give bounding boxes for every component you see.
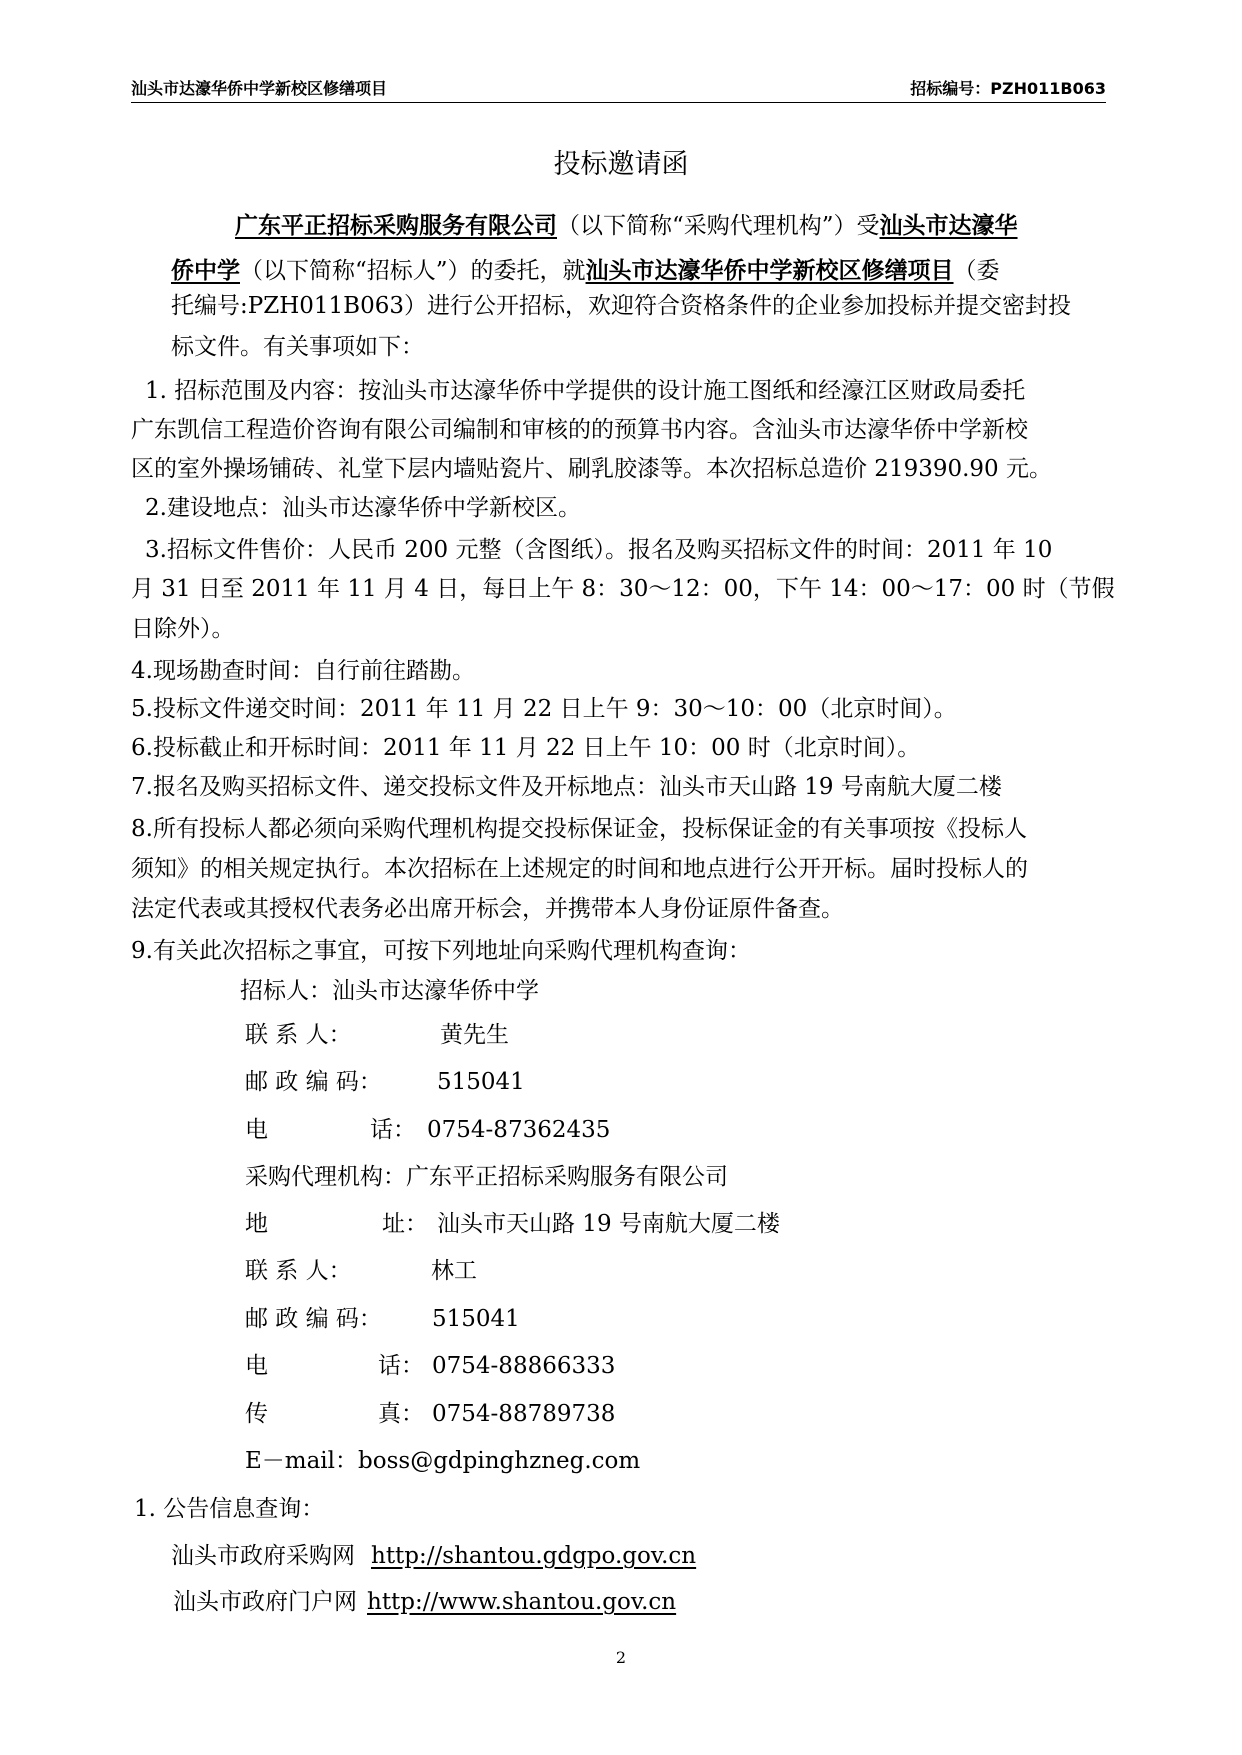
agency-email: E－mail：boss@gdpinghzneg.com bbox=[245, 1448, 641, 1474]
gov-portal-label: 汕头市政府门户网 bbox=[173, 1589, 357, 1615]
agency-address-label-b: 址： bbox=[382, 1211, 428, 1237]
gov-purchase-link[interactable]: http://shantou.gdgpo.gov.cn bbox=[371, 1543, 697, 1569]
tenderer-contact-label: 联 系 人： bbox=[245, 1022, 352, 1048]
item-8-line-3: 法定代表或其授权代表务必出席开标会，并携带本人身份证原件备查。 bbox=[131, 896, 844, 922]
gov-portal-row bbox=[173, 1584, 676, 1620]
item-7: 7.报名及购买招标文件、递交投标文件及开标地点：汕头市天山路 19 号南航大厦二楼 bbox=[131, 774, 1002, 800]
agency-address-value: 汕头市天山路 19 号南航大厦二楼 bbox=[437, 1211, 780, 1237]
item-3-line-2: 月 31 日至 2011 年 11 月 4 日，每日上午 8：30～12：00，下午 14：00～17：00 时（节假 bbox=[131, 576, 1115, 602]
item-8-line-1: 8.所有投标人都必须向采购代理机构提交投标保证金，投标保证金的有关事项按《投标人 bbox=[131, 816, 1027, 842]
tenderer-postcode-label: 邮 政 编 码： bbox=[245, 1069, 382, 1095]
agency-contact-value: 林工 bbox=[431, 1258, 477, 1284]
agency-phone-label-b: 话： bbox=[378, 1353, 424, 1379]
page-title: 投标邀请函 bbox=[553, 149, 689, 180]
agency-postcode-label: 邮 政 编 码： bbox=[245, 1306, 382, 1332]
item-1-line-3: 区的室外操场铺砖、礼堂下层内墙贴瓷片、刷乳胶漆等。本次招标总造价 219390.90 元。 bbox=[131, 456, 1052, 482]
gov-portal-link[interactable]: http://www.shantou.gov.cn bbox=[367, 1589, 677, 1615]
agency-address-label-a: 地 bbox=[245, 1211, 268, 1237]
project-name: 汕头市达濠华侨中学新校区修缮项目 bbox=[585, 257, 954, 284]
item-3-line-3: 日除外）。 bbox=[131, 616, 235, 642]
agency-name: 广东平正招标采购服务有限公司 bbox=[235, 212, 557, 239]
page-number: 2 bbox=[615, 1648, 627, 1667]
agency-phone-label-a: 电 bbox=[245, 1353, 268, 1379]
agency-fax-label-b: 真： bbox=[378, 1401, 424, 1427]
agency-postcode-value: 515041 bbox=[432, 1306, 520, 1332]
item-3-line-1: 3.招标文件售价：人民币 200 元整（含图纸）。报名及购买招标文件的时间：2011 年 10 bbox=[145, 537, 1053, 563]
item-6: 6.投标截止和开标时间：2011 年 11 月 22 日上午 10：00 时（北京时间）。 bbox=[131, 735, 921, 761]
gov-purchase-row bbox=[171, 1538, 696, 1574]
tenderer-phone-label-a: 电 bbox=[245, 1117, 268, 1143]
item-1-line-1: 1. 招标范围及内容：按汕头市达濠华侨中学提供的设计施工图纸和经濠江区财政局委托 bbox=[145, 378, 1026, 404]
intro-line-4: 标文件。有关事项如下： bbox=[171, 334, 424, 360]
agency-line: 采购代理机构：广东平正招标采购服务有限公司 bbox=[245, 1164, 728, 1190]
tenderer-postcode-value: 515041 bbox=[437, 1069, 525, 1095]
item-8-line-2: 须知》的相关规定执行。本次招标在上述规定的时间和地点进行公开开标。届时投标人的 bbox=[131, 856, 1028, 882]
header-project-name: 汕头市达濠华侨中学新校区修缮项目 bbox=[131, 79, 388, 98]
gov-purchase-label: 汕头市政府采购网 bbox=[171, 1543, 355, 1569]
agency-contact-label: 联 系 人： bbox=[245, 1258, 352, 1284]
page-header bbox=[131, 76, 1106, 102]
school-name-part-1: 汕头市达濠华 bbox=[879, 212, 1018, 239]
item-5: 5.投标文件递交时间：2011 年 11 月 22 日上午 9：30～10：00（北京时间）。 bbox=[131, 696, 957, 722]
intro-line-2: 侨中学（以下简称“招标人”）的委托，就汕头市达濠华侨中学新校区修缮项目（委 bbox=[171, 257, 1000, 284]
agency-phone-value: 0754-88866333 bbox=[432, 1353, 616, 1379]
agency-fax-label-a: 传 bbox=[245, 1401, 268, 1427]
item-1-line-2: 广东凯信工程造价咨询有限公司编制和审核的的预算书内容。含汕头市达濠华侨中学新校 bbox=[131, 417, 1028, 443]
item-2: 2.建设地点：汕头市达濠华侨中学新校区。 bbox=[145, 495, 581, 521]
tenderer-phone-value: 0754-87362435 bbox=[427, 1117, 611, 1143]
item-9: 9.有关此次招标之事宜，可按下列地址向采购代理机构查询： bbox=[131, 938, 751, 964]
school-name-part-2: 侨中学 bbox=[171, 257, 240, 284]
header-divider bbox=[131, 102, 1106, 103]
item-4: 4.现场勘查时间：自行前往踏勘。 bbox=[131, 658, 475, 684]
intro-line-3: 托编号:PZH011B063）进行公开招标，欢迎符合资格条件的企业参加投标并提交密封投 bbox=[171, 293, 1071, 319]
tenderer-contact-value: 黄先生 bbox=[440, 1022, 509, 1048]
intro-line-1: 广东平正招标采购服务有限公司（以下简称“采购代理机构”）受汕头市达濠华 bbox=[235, 212, 1018, 239]
header-tender-number: 招标编号：PZH011B063 bbox=[910, 79, 1106, 98]
notice-heading: 1. 公告信息查询： bbox=[134, 1496, 325, 1522]
tenderer-line: 招标人：汕头市达濠华侨中学 bbox=[240, 978, 539, 1004]
agency-fax-value: 0754-88789738 bbox=[432, 1401, 616, 1427]
tenderer-phone-label-b: 话： bbox=[370, 1117, 416, 1143]
